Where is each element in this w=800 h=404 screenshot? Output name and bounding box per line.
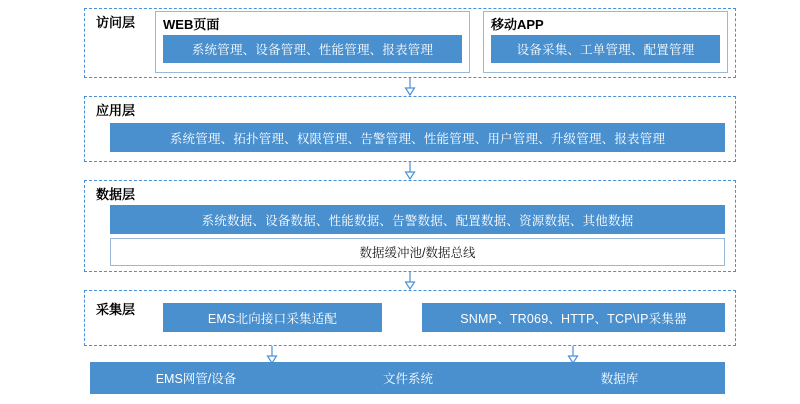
group-web-title: WEB页面	[163, 17, 220, 32]
group-mobile-title: 移动APP	[491, 17, 544, 32]
arrow-data-to-collection	[402, 272, 418, 290]
layer-data-title: 数据层	[96, 187, 136, 202]
bottom-item-ems-device: EMS网管/设备	[155, 372, 237, 386]
layer-data-bus: 数据缓冲池/数据总线	[110, 238, 725, 266]
collection-item-protocols: SNMP、TR069、HTTP、TCP\IP采集器	[422, 303, 725, 332]
collection-item-ems: EMS北向接口采集适配	[163, 303, 382, 332]
arrow-application-to-data	[402, 162, 418, 180]
group-web-content: 系统管理、设备管理、性能管理、报表管理	[163, 35, 462, 63]
layer-data-content: 系统数据、设备数据、性能数据、告警数据、配置数据、资源数据、其他数据	[110, 205, 725, 234]
group-mobile-content: 设备采集、工单管理、配置管理	[491, 35, 720, 63]
layer-application-content: 系统管理、拓扑管理、权限管理、告警管理、性能管理、用户管理、升级管理、报表管理	[110, 123, 725, 152]
layer-collection-title: 采集层	[96, 302, 136, 317]
layer-application-title: 应用层	[96, 103, 136, 118]
bottom-item-database: 数据库	[600, 372, 639, 386]
layer-access-title: 访问层	[96, 15, 136, 30]
bottom-item-file-system: 文件系统	[382, 372, 433, 386]
arrow-access-to-application	[402, 78, 418, 96]
